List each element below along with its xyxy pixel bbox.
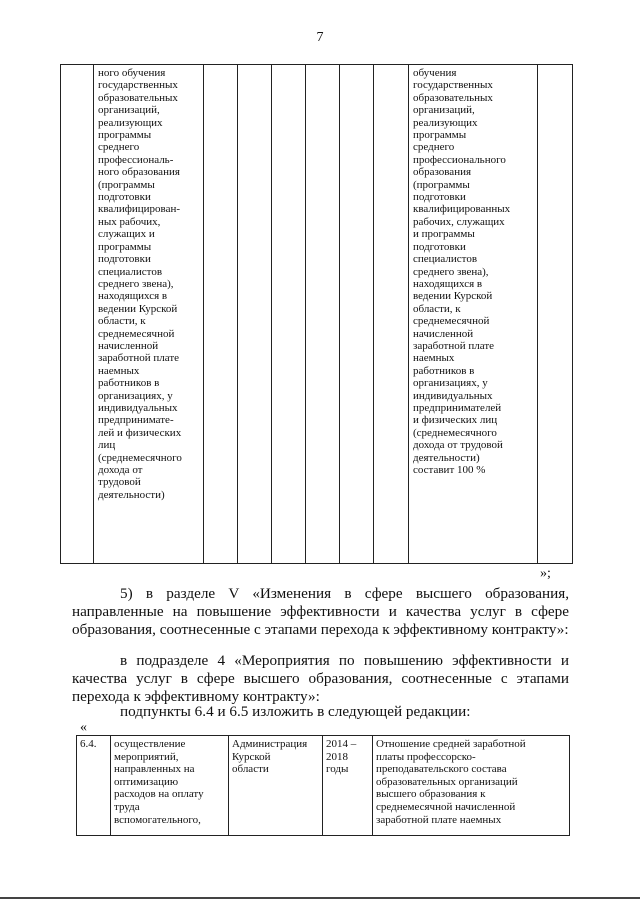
table-cell-value <box>204 65 238 564</box>
measure-number: 6.4. <box>77 736 111 836</box>
paragraph-subsection-4: в подразделе 4 «Мероприятия по повышению эффективности и качества услуг в сфере высшего образования, соотнесенные с этапами перехода к эффективному контракту»: <box>72 652 569 705</box>
page-bottom-edge <box>0 897 640 899</box>
continuation-table <box>60 64 573 564</box>
measure-period: 2014 – 2018 годы <box>323 736 373 836</box>
table-cell-result <box>409 65 538 564</box>
table-row <box>61 65 573 564</box>
measure-description: осуществление мероприятий, направленных на оптимизацию расходов на оплату труда вспомогательного, <box>111 736 229 836</box>
table-cell-value <box>340 65 374 564</box>
measure-responsible: Администрация Курской области <box>229 736 323 836</box>
opening-quote: « <box>80 720 87 735</box>
table-cell-num <box>61 65 94 564</box>
table-cell-value <box>238 65 272 564</box>
paragraph-subpoints: подпункты 6.4 и 6.5 изложить в следующей редакции: <box>120 703 471 720</box>
table-row <box>77 736 570 836</box>
table-cell-value <box>374 65 409 564</box>
table-cell-indicator-name <box>94 65 204 564</box>
page-number: 7 <box>316 30 324 45</box>
table-cell-empty <box>538 65 573 564</box>
table-cell-value <box>272 65 306 564</box>
result-text: обучения государственных образовательных организаций, реализующих программы среднего профессионального образования (программы подготовки квалифицированных рабочих, служащих и программы подготовки специалистов среднего звена), находящихся в ведении Курской области, к среднемесячной начисленной заработной плате наемных работников в организациях, у индивидуальных предпринимателей и физических лиц (среднемесячного дохода от трудовой деятельности) составит 100 % <box>413 67 511 476</box>
table-cell-value <box>306 65 340 564</box>
indicator-name-text: ного обучения государственных образовательных организаций, реализующих программы среднего профессиональ- ного образования (программы подготовки квалифицирован- ных рабочих, служащих и программы подготовки специалистов среднего звена), находящихся в ведении Курской области, к среднемесячной начисленной заработной плате наемных работников в организациях, у индивидуальных предпринимате- лей и физических лиц (среднемесячного дохода от трудовой деятельности) <box>98 67 182 501</box>
closing-quote: »; <box>540 566 551 581</box>
measures-table <box>76 735 570 836</box>
measure-indicator: Отношение средней заработной платы профессорско- преподавательского состава образовательных организаций высшего образования к среднемесячной начисленной заработной плате наемных <box>373 736 570 836</box>
paragraph-section-v: 5) в разделе V «Изменения в сфере высшего образования, направленные на повышение эффективности и качества услуг в сфере образования, соотнесенные с этапами перехода к эффективному контракту»: <box>72 585 569 638</box>
